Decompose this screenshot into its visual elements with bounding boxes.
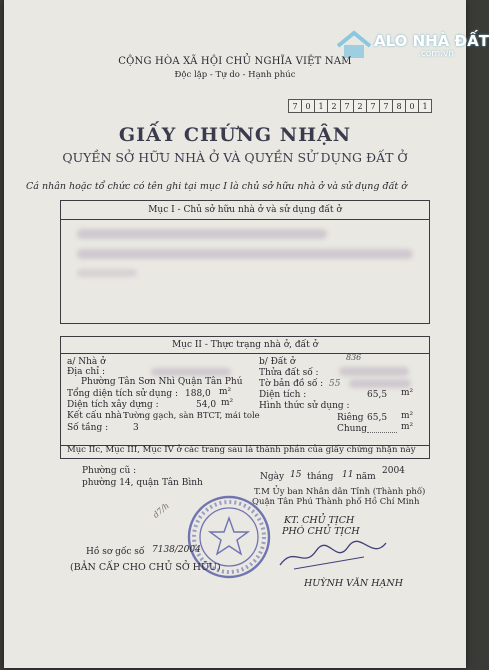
- old-ward-label: Phường cũ :: [82, 466, 137, 476]
- section-property-heading: Mục II - Thực trạng nhà ở, đất ở: [61, 337, 429, 354]
- date-year: 2004: [382, 466, 405, 476]
- built-area-label: Diện tích xây dựng :: [67, 400, 159, 410]
- redacted-plot-number: [339, 367, 409, 376]
- record-value: 7138/2004: [152, 545, 201, 555]
- document-subtitle: QUYỀN SỞ HỮU NHÀ Ở VÀ QUYỀN SỬ DỤNG ĐẤT Ở: [62, 150, 408, 165]
- intro-text: Cá nhân hoặc tổ chức có tên ghi tại mục I là chủ sở hữu nhà ở và sử dụng đất ở: [26, 181, 407, 192]
- total-area-unit: m²: [219, 387, 232, 397]
- serial-digit: 1: [418, 99, 432, 113]
- serial-digit: 7: [379, 99, 393, 113]
- floors-label: Số tầng :: [67, 423, 109, 433]
- land-area-unit: m²: [401, 388, 414, 398]
- built-area-value: 54,0: [196, 400, 217, 410]
- date-month-label: tháng: [307, 472, 334, 482]
- structure-value: Tường gạch, sàn BTCT, mái tole: [123, 411, 260, 421]
- built-area-unit: m²: [221, 398, 234, 408]
- document-title: GIẤY CHỨNG NHẬN: [118, 124, 352, 146]
- private-label: Riêng: [337, 413, 364, 423]
- plot-label: Thửa đất số :: [259, 368, 319, 378]
- annex-note-box: [60, 444, 430, 459]
- shared-value-blank: [367, 432, 397, 433]
- redacted-owner-name: [77, 229, 327, 239]
- redacted-owner-extra: [77, 269, 137, 277]
- serial-digit: 2: [353, 99, 367, 113]
- serial-digit: 2: [327, 99, 341, 113]
- handwritten-plot-note: 836: [346, 353, 362, 362]
- serial-digit: 0: [301, 99, 315, 113]
- serial-number-boxes: [289, 99, 432, 113]
- annex-note: Mục IIc, Mục III, Mục IV ở các trang sau là thành phần của giấy chứng nhận này: [67, 445, 416, 455]
- signer-name: HUỲNH VĂN HẠNH: [304, 578, 403, 589]
- date-day: 15: [290, 470, 302, 480]
- redacted-map-number: [349, 379, 411, 388]
- watermark-domain: .com.vn: [418, 49, 454, 59]
- structure-label: Kết cấu nhà :: [67, 411, 128, 421]
- map-label: Tờ bản đồ số :: [259, 379, 324, 389]
- serial-digit: 1: [314, 99, 328, 113]
- date-day-label: Ngày: [260, 472, 285, 482]
- total-area-label: Tổng diện tích sử dụng :: [67, 389, 179, 399]
- private-value: 65,5: [367, 413, 388, 423]
- usage-label: Hình thức sử dụng :: [259, 401, 350, 411]
- land-label: b/ Đất ở: [259, 357, 296, 367]
- serial-digit: 7: [340, 99, 354, 113]
- authority-line1: T.M Ủy ban Nhân dân Tỉnh (Thành phố): [254, 487, 426, 497]
- copy-note: (BẢN CẤP CHO CHỦ SỞ HỮU): [70, 562, 221, 573]
- serial-digit: 8: [392, 99, 406, 113]
- map-value: 55: [329, 379, 341, 389]
- section-property: [60, 336, 430, 446]
- redacted-owner-info: [77, 249, 413, 259]
- serial-digit: 7: [366, 99, 380, 113]
- date-year-label: năm: [356, 472, 376, 482]
- serial-digit: 7: [288, 99, 302, 113]
- redacted-address: [151, 368, 231, 376]
- house-label: a/ Nhà ở: [67, 357, 106, 367]
- private-unit: m²: [401, 411, 414, 421]
- shared-unit: m²: [401, 422, 414, 432]
- serial-digit: 0: [405, 99, 419, 113]
- country-header: CỘNG HÒA XÃ HỘI CHỦ NGHĨA VIỆT NAM: [118, 56, 352, 67]
- land-area-value: 65,5: [367, 390, 388, 400]
- certificate-paper: [4, 0, 489, 668]
- section-owner-heading: Mục I - Chủ sở hữu nhà ở và sử dụng đất ở: [61, 201, 429, 220]
- authority-line2: Quận Tân Phú Thành phố Hồ Chí Minh: [252, 497, 420, 507]
- date-month: 11: [342, 470, 354, 480]
- handwritten-signature: [274, 535, 394, 575]
- shared-label: Chung: [337, 424, 368, 434]
- address-value: Phường Tân Sơn Nhì Quận Tân Phú: [81, 377, 243, 387]
- section-owner: [60, 200, 430, 324]
- motto: Độc lập - Tự do - Hạnh phúc: [174, 70, 296, 80]
- land-area-label: Diện tích :: [259, 390, 307, 400]
- old-ward-value: phường 14, quận Tân Bình: [82, 478, 203, 488]
- handwritten-margin-mark: d7/h: [151, 501, 171, 520]
- record-label: Hồ sơ gốc số: [86, 547, 145, 557]
- authority-line3: KT. CHỦ TỊCH: [284, 515, 355, 526]
- total-area-value: 188,0: [185, 389, 211, 399]
- watermark-brand: ALO NHÀ ĐẤT: [374, 32, 489, 50]
- authority-line4: PHÓ CHỦ TỊCH: [282, 526, 360, 537]
- floors-value: 3: [133, 423, 139, 433]
- address-label: Địa chỉ :: [67, 367, 105, 377]
